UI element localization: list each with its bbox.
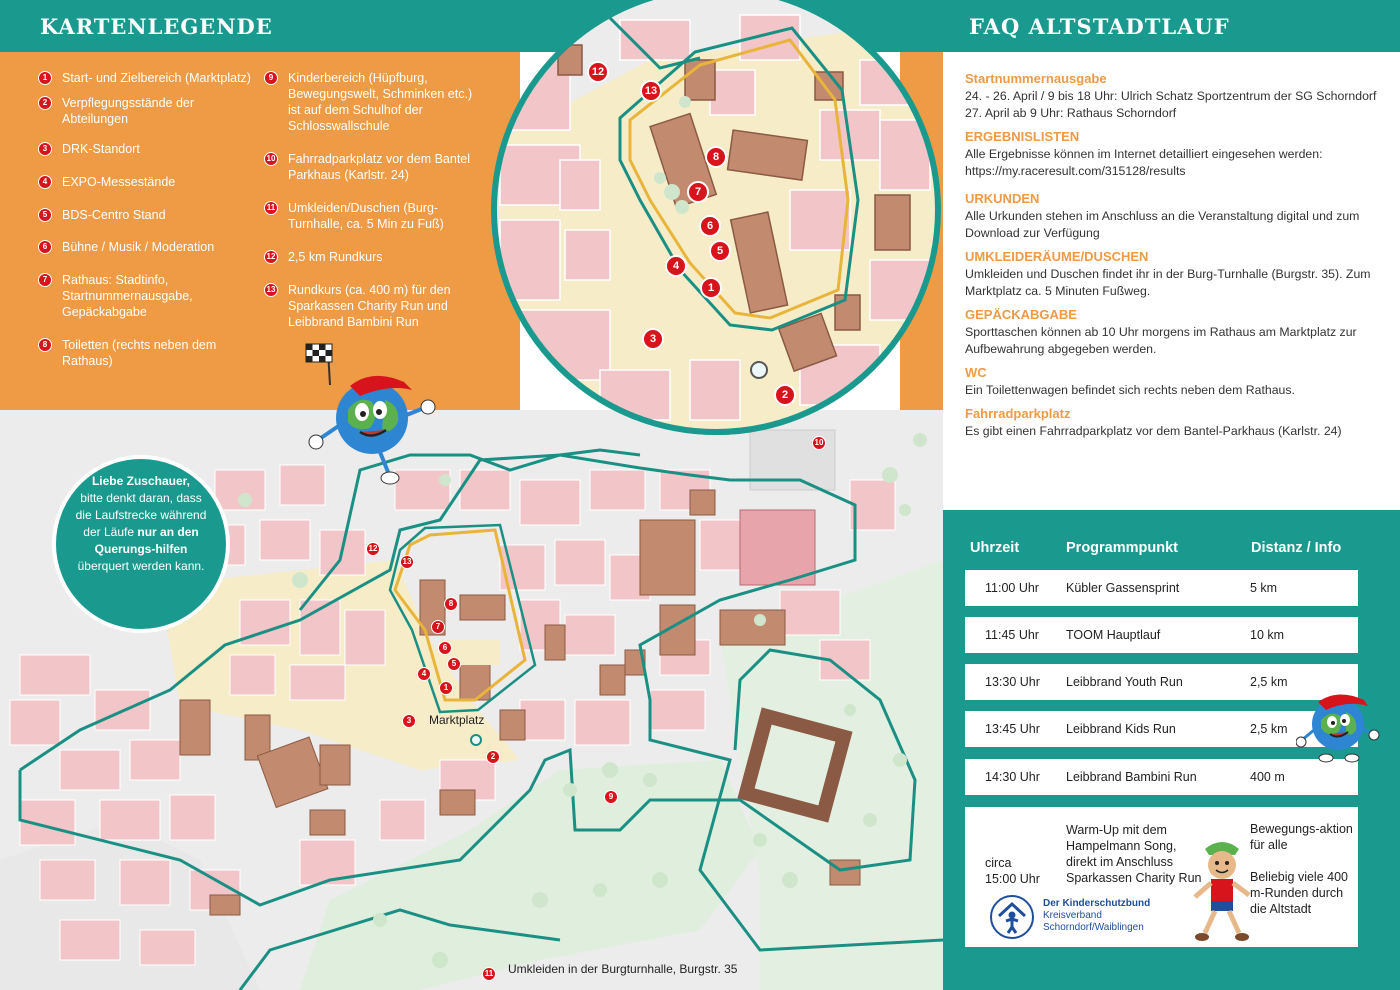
faq-question: UMKLEIDERÄUME/DUSCHEN — [965, 249, 1149, 264]
legend-item — [264, 200, 474, 232]
notice-text: bitte denkt daran, dass die Laufstrecke während der Läufe — [75, 491, 207, 539]
zoom-marker-2[interactable]: 2 — [774, 384, 796, 406]
map-marker-12[interactable]: 12 — [366, 542, 380, 556]
umkleiden-label: Umkleiden in der Burgturnhalle, Burgstr. 35 — [508, 962, 738, 976]
legend-item — [38, 272, 228, 320]
map-marker-4[interactable]: 4 — [417, 667, 431, 681]
legend-item-text: Rundkurs (ca. 400 m) für den Sparkassen Charity Run und Leibbrand Bambini Run — [288, 283, 451, 329]
map-marker-9[interactable]: 9 — [604, 790, 618, 804]
schedule-distance: 2,5 km — [1250, 722, 1288, 736]
legend-item — [38, 141, 253, 157]
schedule-row-warmup — [965, 807, 1358, 947]
map-marker-5[interactable]: 5 — [447, 657, 461, 671]
legend-item — [264, 282, 474, 330]
faq-question: Startnummernausgabe — [965, 71, 1107, 86]
legend-item-text: DRK-Standort — [62, 142, 140, 156]
schedule-program: TOOM Hauptlauf — [1066, 628, 1161, 642]
schedule-program: Leibbrand Kids Run — [1066, 722, 1176, 736]
map-marker-7[interactable]: 7 — [431, 620, 445, 634]
schedule-info: Beliebig viele 400 m-Runden durch die Altstadt — [1250, 870, 1348, 916]
marker-icon: 4 — [38, 175, 52, 189]
schedule-time: 11:45 Uhr — [985, 628, 1039, 642]
globe-mascot-icon — [300, 340, 445, 490]
partner-subtitle-line: Kreisverband — [1043, 910, 1102, 921]
schedule-distance: 2,5 km — [1250, 675, 1288, 689]
partner-subtitle-line: Schorndorf/Waiblingen — [1043, 922, 1144, 933]
zoom-marker-13[interactable]: 13 — [640, 80, 662, 102]
marktplatz-label: Marktplatz — [429, 713, 485, 727]
schedule-time-value: 15:00 Uhr — [985, 872, 1040, 886]
notice-text-bold: nur an den Querungs-hilfen — [94, 525, 199, 556]
faq-question: WC — [965, 365, 987, 380]
legend-item-text: BDS-Centro Stand — [62, 208, 166, 222]
schedule-info: Bewegungs-aktion für alle — [1250, 822, 1353, 852]
legend-column-right — [264, 70, 474, 330]
map-marker-2[interactable]: 2 — [486, 750, 500, 764]
map-marker-11[interactable]: 11 — [482, 967, 496, 981]
legend-item-text: 2,5 km Rundkurs — [288, 250, 383, 264]
legend-item-text: Kinderbereich (Hüpfburg, Bewegungswelt, Schminken etc.) ist auf dem Schulhof der Schlosswallschule — [288, 71, 473, 133]
map-marker-6[interactable]: 6 — [438, 641, 452, 655]
faq-question: Fahrradparkplatz — [965, 406, 1071, 421]
marker-icon: 7 — [38, 273, 52, 287]
schedule-time-prefix: circa — [985, 856, 1012, 870]
jumping-kid-mascot-icon — [1187, 837, 1257, 947]
marker-icon: 13 — [264, 283, 278, 297]
marker-icon: 3 — [38, 142, 52, 156]
legend-item-text: Fahrradparkplatz vor dem Bantel Parkhaus (Karlstr. 24) — [288, 152, 471, 182]
schedule-row — [965, 617, 1358, 653]
legend-item-text: Verpflegungsstände der Abteilungen — [62, 96, 195, 126]
faq-answer: Ein Toilettenwagen befindet sich rechts neben dem Rathaus. — [965, 383, 1295, 397]
legend-item — [38, 95, 253, 127]
schedule-time — [985, 855, 1040, 887]
schedule-header-distance: Distanz / Info — [1251, 540, 1342, 556]
schedule-header-time: Uhrzeit — [970, 540, 1020, 556]
legend-column-left — [38, 70, 253, 369]
legend-item — [38, 337, 228, 369]
marker-icon: 5 — [38, 208, 52, 222]
faq-question: URKUNDEN — [965, 191, 1040, 206]
faq-question: ERGEBNISLISTEN — [965, 129, 1080, 144]
legend-title: KARTENLEGENDE — [40, 14, 273, 39]
marker-icon: 10 — [264, 152, 278, 166]
legend-item-text: Rathaus: Stadtinfo, Startnummernausgabe, Gepäckabgabe — [62, 273, 193, 319]
marker-icon: 8 — [38, 338, 52, 352]
schedule-row — [965, 570, 1358, 606]
zoom-marker-7[interactable]: 7 — [687, 181, 709, 203]
kinderschutzbund-icon — [989, 894, 1035, 940]
map-marker-8[interactable]: 8 — [444, 597, 458, 611]
legend-item-text: EXPO-Messestände — [62, 175, 176, 189]
legend-item-text: Umkleiden/Duschen (Burg-Turnhalle, ca. 5 Min zu Fuß) — [288, 201, 444, 231]
marker-icon: 12 — [264, 250, 278, 264]
schedule-distance: 10 km — [1250, 628, 1285, 642]
schedule-program: Kübler Gassensprint — [1066, 581, 1180, 595]
legend-item-text: Bühne / Musik / Moderation — [62, 240, 215, 254]
partner-name: Der Kinderschutzbund — [1043, 898, 1151, 909]
schedule-time: 14:30 Uhr — [985, 770, 1040, 784]
faq-header — [943, 0, 1400, 52]
zoom-marker-1[interactable]: 1 — [700, 277, 722, 299]
faq-title: FAQ ALTSTADTLAUF — [969, 14, 1230, 39]
faq-answer: Sporttaschen können ab 10 Uhr morgens im Rathaus am Marktplatz zur Aufbewahrung abgegeben werden. — [965, 325, 1357, 356]
schedule-distance: 400 m — [1250, 770, 1285, 784]
faq-question: GEPÄCKABGABE — [965, 307, 1077, 322]
faq-answer: Es gibt einen Fahrradparkplatz vor dem Bantel-Parkhaus (Karlstr. 24) — [965, 424, 1342, 438]
notice-text-end: überquert werden kann. — [77, 559, 205, 573]
zoom-marker-5[interactable]: 5 — [709, 240, 731, 262]
schedule-time: 11:00 Uhr — [985, 581, 1039, 595]
zoom-marker-12[interactable]: 12 — [587, 61, 609, 83]
legend-item — [38, 207, 253, 223]
zoom-marker-6[interactable]: 6 — [699, 215, 721, 237]
legend-item — [264, 249, 474, 265]
marker-icon: 2 — [38, 96, 52, 110]
zoom-marker-4[interactable]: 4 — [665, 255, 687, 277]
schedule-program: Leibbrand Youth Run — [1066, 675, 1183, 689]
faq-body — [943, 52, 1400, 510]
partner-subtitle — [1043, 910, 1144, 934]
kinderschutzbund-logo — [987, 892, 1187, 942]
faq-answer: 24. - 26. April / 9 bis 18 Uhr: Ulrich Schatz Sportzentrum der SG Schorndorf 27. April ab 9 Uhr: Rathaus Schorndorf — [965, 89, 1377, 120]
schedule-header-program: Programmpunkt — [1066, 540, 1178, 556]
zoom-inset-map[interactable] — [490, 0, 950, 440]
marker-icon: 6 — [38, 240, 52, 254]
marker-icon: 1 — [38, 71, 52, 85]
notice-circle — [52, 455, 230, 633]
legend-item-text: Toiletten (rechts neben dem Rathaus) — [62, 338, 217, 368]
globe-runner-mascot-icon — [1296, 682, 1381, 767]
schedule-program: Warm-Up mit dem Hampelmann Song, direkt im Anschluss Sparkassen Charity Run — [1066, 823, 1202, 885]
map-marker-13[interactable]: 13 — [400, 555, 414, 569]
marker-icon: 9 — [264, 71, 278, 85]
zoom-marker-8[interactable]: 8 — [705, 146, 727, 168]
map-marker-10[interactable]: 10 — [812, 436, 826, 450]
faq-answer: Alle Ergebnisse können im Internet detailliert eingesehen werden: https://my.raceresult.com/315128/results — [965, 147, 1323, 178]
legend-item — [264, 151, 474, 183]
faq-answer: Umkleiden und Duschen findet ihr in der Burg-Turnhalle (Burgstr. 35). Zum Marktplatz ca. 5 Minuten Fußweg. — [965, 267, 1371, 298]
schedule-distance: 5 km — [1250, 581, 1278, 595]
notice-greeting: Liebe Zuschauer, — [91, 474, 191, 488]
legend-item — [38, 174, 253, 190]
marker-icon: 11 — [264, 201, 278, 215]
map-marker-1[interactable]: 1 — [439, 681, 453, 695]
legend-item — [38, 70, 253, 86]
notice-body — [56, 490, 226, 575]
legend-item-text: Start- und Zielbereich (Marktplatz) — [62, 71, 251, 85]
legend-item — [38, 239, 253, 255]
zoom-marker-3[interactable]: 3 — [642, 328, 664, 350]
schedule-time: 13:45 Uhr — [985, 722, 1040, 736]
map-marker-3[interactable]: 3 — [402, 714, 416, 728]
schedule-program: Leibbrand Bambini Run — [1066, 770, 1197, 784]
legend-item — [264, 70, 474, 134]
schedule-time: 13:30 Uhr — [985, 675, 1040, 689]
faq-answer: Alle Urkunden stehen im Anschluss an die Veranstaltung digital und zum Download zur Verfügung — [965, 209, 1360, 240]
